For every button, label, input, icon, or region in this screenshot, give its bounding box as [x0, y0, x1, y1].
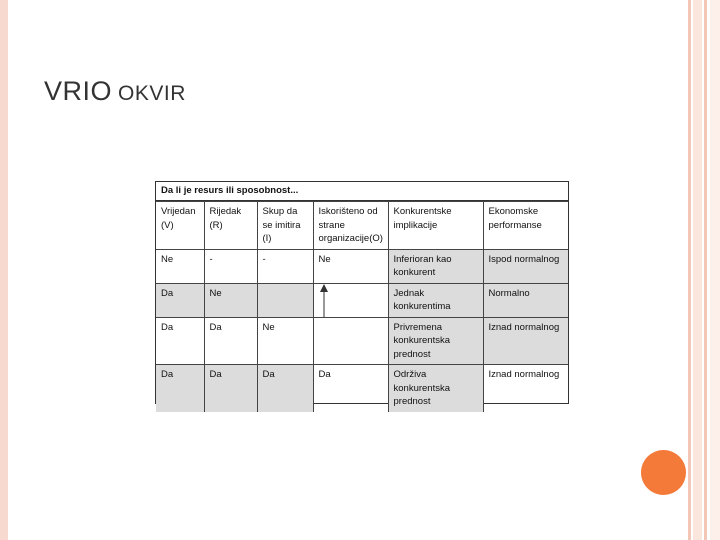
- double-arrow-icon: [314, 284, 334, 318]
- column-header: Konkurentske implikacije: [388, 202, 483, 250]
- table-cell: Iznad normalnog: [483, 317, 568, 365]
- table-cell: Ne: [204, 283, 257, 317]
- right-border-stripe: [710, 0, 720, 540]
- table-cell: Da: [156, 283, 204, 317]
- right-border-stripe: [693, 0, 702, 540]
- table-cell: Normalno: [483, 283, 568, 317]
- accent-circle: [641, 450, 686, 495]
- column-header: Vrijedan (V): [156, 202, 204, 250]
- table-cell: Ne: [313, 249, 388, 283]
- table-cell: Da: [204, 365, 257, 412]
- table-row: [156, 365, 568, 412]
- table-cell: Da: [313, 365, 388, 412]
- column-header: Iskorišteno od strane organizacije(O): [313, 202, 388, 250]
- table-cell: [257, 283, 313, 317]
- table-header-row: [156, 202, 568, 250]
- column-header: Skup da se imitira (I): [257, 202, 313, 250]
- slide-title-main: VRIO: [44, 76, 113, 106]
- table-cell: Da: [156, 365, 204, 412]
- table-cell: -: [204, 249, 257, 283]
- table-cell: Ispod normalnog: [483, 249, 568, 283]
- vrio-table: [156, 201, 568, 412]
- right-border-stripe: [704, 0, 707, 540]
- table-row: [156, 249, 568, 283]
- column-header: Ekonomske performanse: [483, 202, 568, 250]
- table-row: [156, 317, 568, 365]
- table-cell: Da: [204, 317, 257, 365]
- arrow-column-cell: [313, 317, 388, 365]
- table-cell: Privremena konkurentska prednost: [388, 317, 483, 365]
- table-cell: Jednak konkurentima: [388, 283, 483, 317]
- figure-header: Da li je resurs ili sposobnost...: [156, 182, 568, 201]
- left-border-decoration: [0, 0, 8, 540]
- slide-title: [44, 76, 186, 107]
- column-header: Rijedak (R): [204, 202, 257, 250]
- table-cell: Iznad normalnog: [483, 365, 568, 412]
- vrio-figure: [155, 181, 569, 407]
- table-cell: Održiva konkurentska prednost: [388, 365, 483, 412]
- table-cell: Da: [156, 317, 204, 365]
- table-cell: Inferioran kao konkurent: [388, 249, 483, 283]
- table-cell: -: [257, 249, 313, 283]
- slide-title-sub: OKVIR: [118, 82, 186, 105]
- arrow-column-cell: [313, 283, 388, 317]
- table-cell: Ne: [257, 317, 313, 365]
- right-border-stripe: [688, 0, 691, 540]
- table-row: [156, 283, 568, 317]
- table-cell: Da: [257, 365, 313, 412]
- table-cell: Ne: [156, 249, 204, 283]
